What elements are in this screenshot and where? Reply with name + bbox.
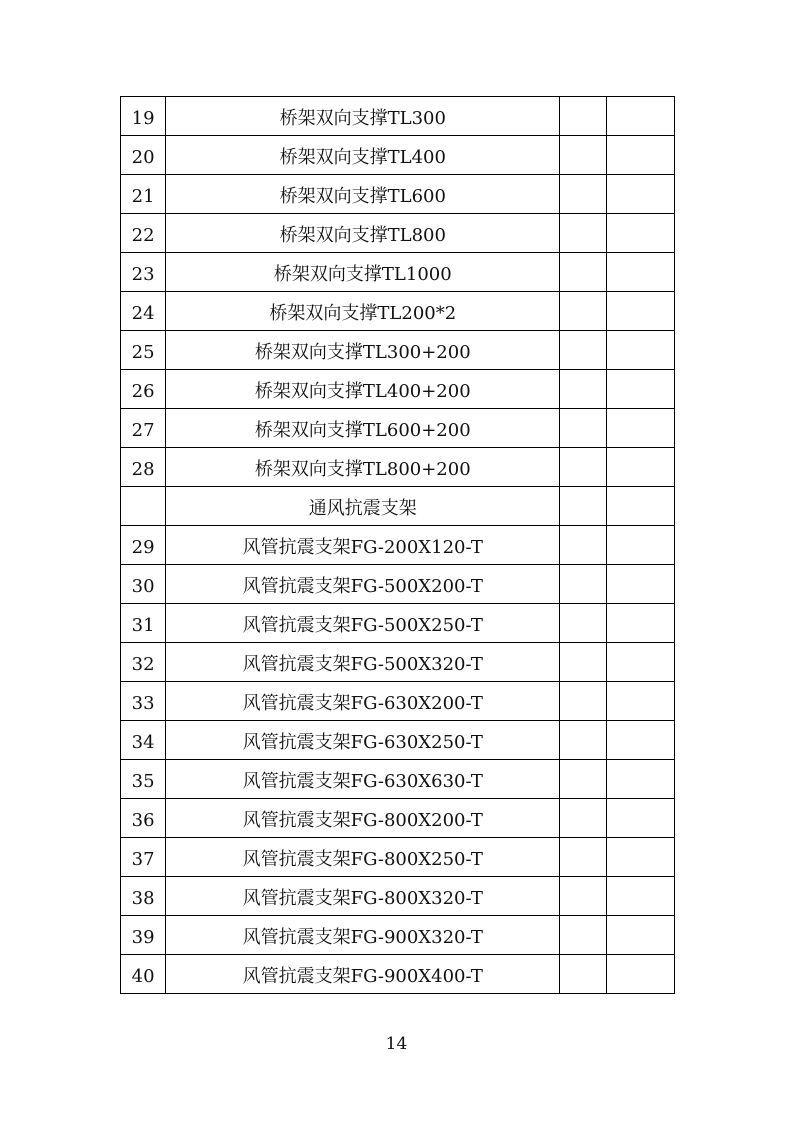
table-row	[121, 877, 675, 916]
item-name-cell: 桥架双向支撑TL400+200	[166, 370, 560, 409]
item-name-cell: 风管抗震支架FG-800X250-T	[166, 838, 560, 877]
blank-cell	[560, 526, 606, 565]
table-row	[121, 331, 675, 370]
item-number-cell: 20	[121, 136, 166, 175]
item-number-cell: 30	[121, 565, 166, 604]
table-row	[121, 565, 675, 604]
item-number-cell: 38	[121, 877, 166, 916]
table-row	[121, 526, 675, 565]
item-number-cell: 34	[121, 721, 166, 760]
table-row	[121, 97, 675, 136]
materials-table	[120, 96, 675, 994]
table-row	[121, 955, 675, 994]
blank-cell	[606, 838, 674, 877]
table-row	[121, 409, 675, 448]
table-row	[121, 292, 675, 331]
table-row	[121, 253, 675, 292]
blank-cell	[606, 643, 674, 682]
table-row	[121, 916, 675, 955]
blank-cell	[560, 643, 606, 682]
item-name-cell: 通风抗震支架	[166, 487, 560, 526]
blank-cell	[606, 331, 674, 370]
item-number-cell: 32	[121, 643, 166, 682]
blank-cell	[560, 877, 606, 916]
blank-cell	[560, 214, 606, 253]
item-name-cell: 风管抗震支架FG-630X200-T	[166, 682, 560, 721]
item-name-cell: 桥架双向支撑TL300+200	[166, 331, 560, 370]
blank-cell	[606, 760, 674, 799]
blank-cell	[606, 253, 674, 292]
blank-cell	[606, 97, 674, 136]
item-name-cell: 风管抗震支架FG-630X250-T	[166, 721, 560, 760]
item-number-cell: 19	[121, 97, 166, 136]
item-name-cell: 风管抗震支架FG-900X320-T	[166, 916, 560, 955]
blank-cell	[606, 292, 674, 331]
item-number-cell: 33	[121, 682, 166, 721]
item-number-cell: 31	[121, 604, 166, 643]
blank-cell	[560, 253, 606, 292]
item-number-cell: 39	[121, 916, 166, 955]
item-name-cell: 风管抗震支架FG-630X630-T	[166, 760, 560, 799]
item-name-cell: 桥架双向支撑TL800+200	[166, 448, 560, 487]
item-number-cell: 21	[121, 175, 166, 214]
blank-cell	[560, 487, 606, 526]
blank-cell	[560, 799, 606, 838]
item-name-cell: 风管抗震支架FG-500X320-T	[166, 643, 560, 682]
item-name-cell: 桥架双向支撑TL300	[166, 97, 560, 136]
blank-cell	[560, 292, 606, 331]
item-number-cell: 29	[121, 526, 166, 565]
item-number-cell: 22	[121, 214, 166, 253]
blank-cell	[560, 136, 606, 175]
item-number-cell: 23	[121, 253, 166, 292]
blank-cell	[606, 526, 674, 565]
item-number-cell: 40	[121, 955, 166, 994]
blank-cell	[606, 682, 674, 721]
table-row	[121, 175, 675, 214]
item-name-cell: 桥架双向支撑TL200*2	[166, 292, 560, 331]
blank-cell	[560, 838, 606, 877]
item-name-cell: 桥架双向支撑TL600	[166, 175, 560, 214]
table-row	[121, 370, 675, 409]
item-number-cell: 25	[121, 331, 166, 370]
item-number-cell: 28	[121, 448, 166, 487]
blank-cell	[560, 97, 606, 136]
blank-cell	[606, 487, 674, 526]
item-name-cell: 桥架双向支撑TL400	[166, 136, 560, 175]
blank-cell	[560, 448, 606, 487]
item-number-cell: 37	[121, 838, 166, 877]
item-name-cell: 风管抗震支架FG-500X200-T	[166, 565, 560, 604]
blank-cell	[560, 955, 606, 994]
blank-cell	[606, 409, 674, 448]
table-row	[121, 838, 675, 877]
blank-cell	[560, 370, 606, 409]
blank-cell	[560, 682, 606, 721]
page-number: 14	[385, 1034, 408, 1054]
item-number-cell: 35	[121, 760, 166, 799]
blank-cell	[606, 721, 674, 760]
blank-cell	[560, 721, 606, 760]
section-header-row	[121, 487, 675, 526]
blank-cell	[606, 448, 674, 487]
blank-cell	[560, 604, 606, 643]
table-row	[121, 682, 675, 721]
item-name-cell: 桥架双向支撑TL600+200	[166, 409, 560, 448]
table-row	[121, 643, 675, 682]
blank-cell	[560, 175, 606, 214]
item-name-cell: 风管抗震支架FG-900X400-T	[166, 955, 560, 994]
table-row	[121, 760, 675, 799]
item-name-cell: 桥架双向支撑TL1000	[166, 253, 560, 292]
blank-cell	[560, 916, 606, 955]
blank-cell	[606, 136, 674, 175]
table-row	[121, 721, 675, 760]
item-number-cell: 27	[121, 409, 166, 448]
item-number-cell: 36	[121, 799, 166, 838]
blank-cell	[606, 565, 674, 604]
blank-cell	[560, 565, 606, 604]
table-row	[121, 604, 675, 643]
blank-cell	[560, 331, 606, 370]
item-number-cell: 24	[121, 292, 166, 331]
table-row	[121, 214, 675, 253]
blank-cell	[606, 370, 674, 409]
item-name-cell: 风管抗震支架FG-800X320-T	[166, 877, 560, 916]
table-row	[121, 448, 675, 487]
blank-cell	[560, 760, 606, 799]
blank-cell	[606, 799, 674, 838]
blank-cell	[606, 214, 674, 253]
blank-cell	[606, 604, 674, 643]
blank-cell	[606, 955, 674, 994]
blank-cell	[606, 877, 674, 916]
blank-cell	[606, 175, 674, 214]
item-name-cell: 风管抗震支架FG-800X200-T	[166, 799, 560, 838]
blank-cell	[606, 916, 674, 955]
blank-cell	[560, 409, 606, 448]
item-name-cell: 风管抗震支架FG-200X120-T	[166, 526, 560, 565]
table-row	[121, 799, 675, 838]
item-number-cell: 26	[121, 370, 166, 409]
materials-table-body	[121, 97, 675, 994]
item-name-cell: 风管抗震支架FG-500X250-T	[166, 604, 560, 643]
table-row	[121, 136, 675, 175]
item-name-cell: 桥架双向支撑TL800	[166, 214, 560, 253]
item-number-cell	[121, 487, 166, 526]
